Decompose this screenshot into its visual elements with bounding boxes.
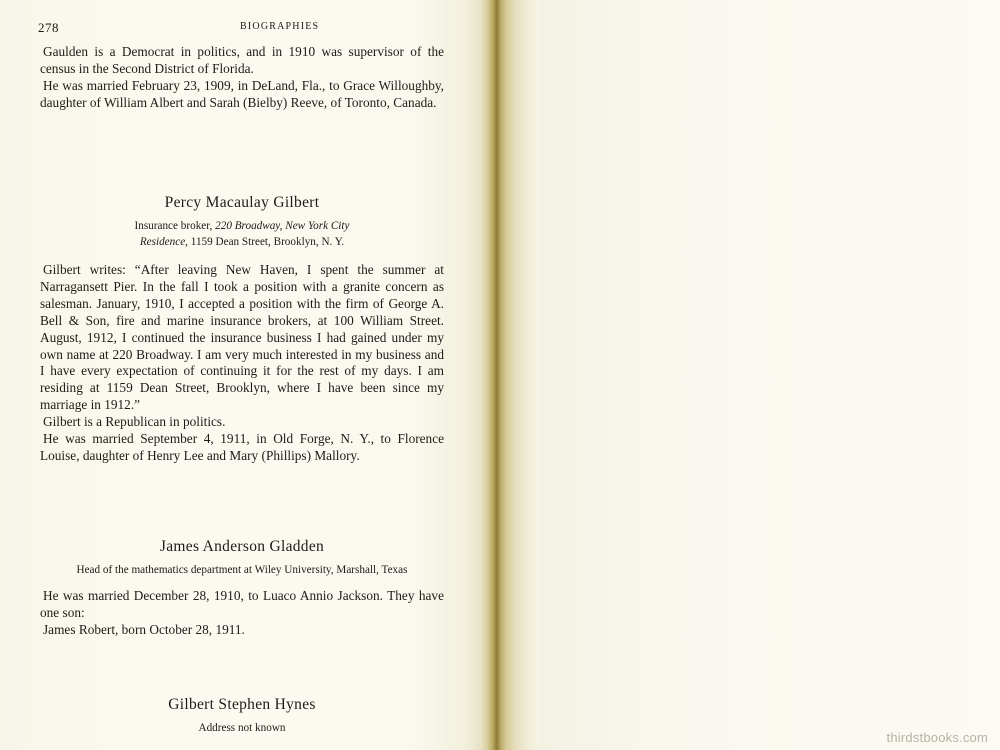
entry-occupation: Address not known (198, 722, 286, 734)
right-page-blank (540, 0, 1000, 750)
paragraph: He was married September 4, 1911, in Old Forge, N. Y., to Florence Louise, daughter of Henry Lee and Mary (Phillips) Mallory. (40, 431, 444, 463)
paragraph: Gaulden is a Democrat in politics, and in 1910 was supervisor of the census in the Second District of Florida. (40, 44, 444, 76)
entry-name: James Anderson Gladden (159, 538, 325, 555)
paragraph: Gilbert writes: “After leaving New Haven, I spent the summer at Narragansett Pier. In the fall I took a position with a granite concern as salesman. January, 1910, I accepted a position with the firm of George A. Bell & Son, fire and marine insurance brokers, at 100 William Street. August, 1912, I continued the insurance business I had gained under my own name at 220 Broadway. I am very much interested in my business and I have every expectation of continuing it for the rest of my days. I am residing at 1159 Dean Street, Brooklyn, where I have been since my marriage in 1912.” (40, 262, 444, 413)
business-address: 220 Broadway, New York City (215, 220, 350, 232)
entry-name: Percy Macaulay Gilbert (164, 194, 320, 211)
residence-address: 1159 Dean Street, Brooklyn, N. Y. (187, 236, 345, 248)
running-head (38, 20, 446, 38)
occupation-text: Insurance broker, (134, 220, 216, 232)
entry-occupation: Head of the mathematics department at Wiley University, Marshall, Texas (76, 564, 408, 576)
entry-body (40, 262, 444, 465)
paragraph: James Robert, born October 28, 1911. (43, 621, 245, 637)
entry-residence (40, 234, 444, 250)
continuation-text (40, 44, 444, 112)
paragraph: He was married February 23, 1909, in DeLand, Fla., to Grace Willoughby, daughter of William Albert and Sarah (Bielby) Reeve, of Toronto, Canada. (40, 77, 444, 110)
residence-label: Residence, (139, 236, 188, 248)
paragraph: He was married December 28, 1910, to Luaco Annio Jackson. They have one son: (40, 588, 444, 620)
entry-body (40, 588, 444, 639)
watermark-text: thirdstbooks.com (886, 730, 988, 745)
entry-occupation (40, 218, 444, 234)
paragraph: Gilbert is a Republican in politics. (43, 414, 226, 430)
running-title: BIOGRAPHIES (240, 21, 320, 32)
book-gutter (480, 0, 540, 750)
page-number: 278 (38, 20, 59, 35)
entry-name: Gilbert Stephen Hynes (168, 696, 316, 713)
